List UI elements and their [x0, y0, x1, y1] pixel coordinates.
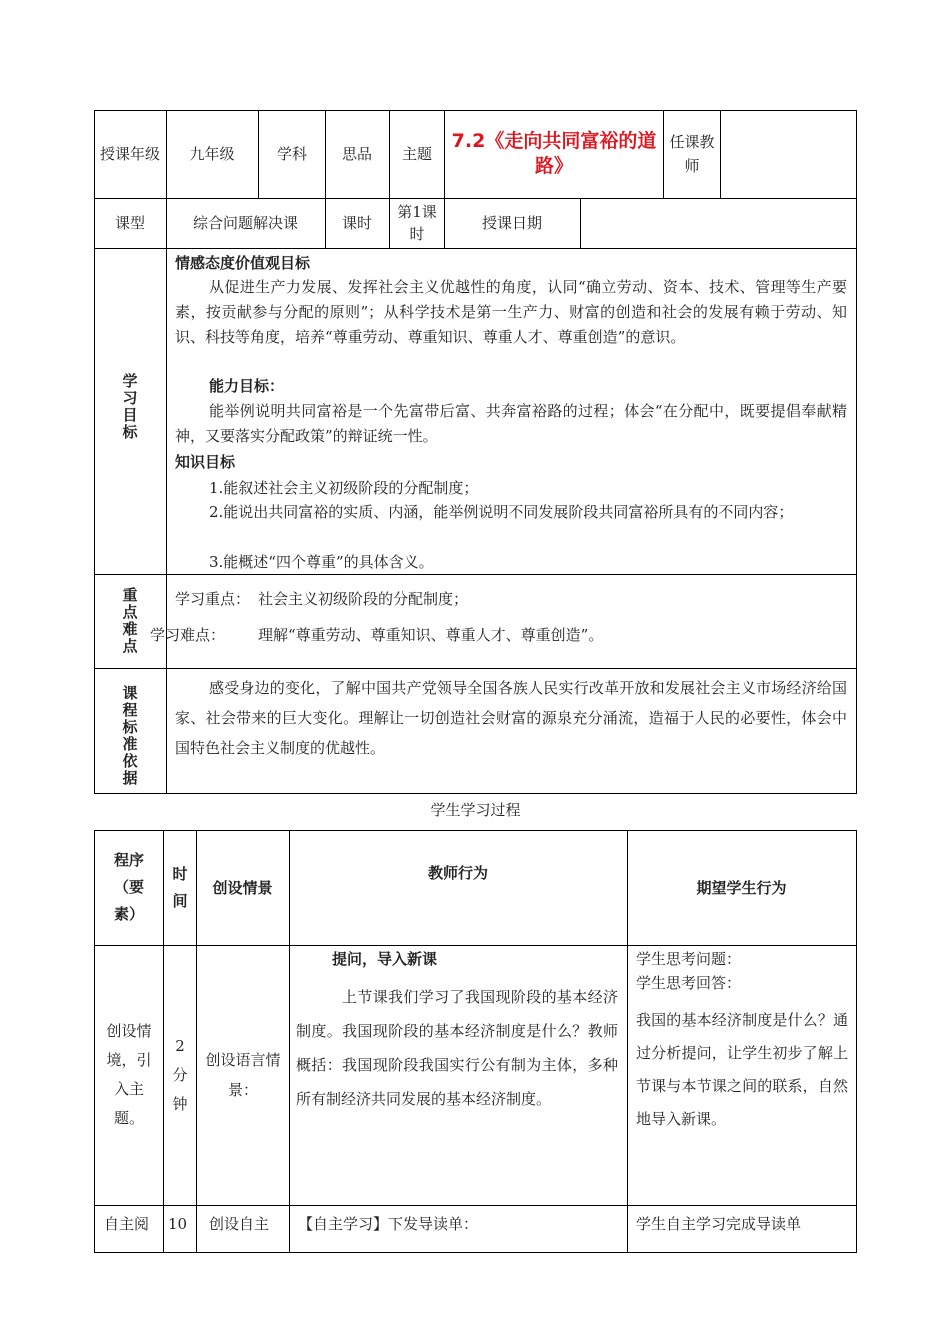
key-point-label: 学习重点： [175, 590, 251, 608]
key-points-label: 重点难点 [122, 586, 138, 655]
grade-label: 授课年级 [99, 145, 160, 163]
difficult-point-text: 理解“尊重劳动、尊重知识、尊重人才、尊重创造”。 [258, 626, 604, 644]
knowledge-heading: 知识目标 [175, 453, 236, 471]
process-title: 学生学习过程 [430, 801, 521, 819]
emotion-text: 从促进生产力发展、发挥社会主义优越性的角度，认同“确立劳动、资本、技术、管理等生产要素，按贡献参与分配的原则”；从科学技术是第一生产力、财富的创造和社会的发展有赖于劳动、知识、科技等角度，培养“尊重劳动、尊重知识、尊重人才、尊重创造”的意识。 [175, 278, 847, 346]
header-scenario: 创设情景 [212, 878, 273, 897]
header-teacher: 教师行为 [427, 863, 488, 882]
row1-teacher-text: 上节课我们学习了我国现阶段的基本经济制度。我国现阶段的基本经济制度是什么？教师概括：我国现阶段我国实行公有制为主体，多种所有制经济共同发展的基本经济制度。 [296, 988, 618, 1108]
difficult-point-label: 学习难点： [150, 626, 226, 644]
row1-student-line2: 学生思考回答： [636, 974, 742, 992]
type-label: 课型 [114, 214, 145, 232]
grade-value: 九年级 [189, 145, 235, 163]
ability-heading: 能力目标： [209, 377, 285, 395]
goals-label: 学习目标 [122, 372, 138, 441]
header-procedure: 程序（要素） [113, 851, 144, 923]
row1-procedure: 创设情境，引入主题。 [106, 1022, 152, 1127]
topic-title: 7.2《走向共同富裕的道路》 [451, 130, 657, 177]
row2-teacher-text: 【自主学习】下发导读单： [298, 1215, 479, 1233]
header-time: 时间 [172, 864, 188, 910]
header-student: 期望学生行为 [696, 878, 787, 897]
teacher-value [720, 110, 856, 198]
row1-teacher-heading: 提问，导入新课 [332, 950, 438, 968]
row1-scenario: 创设语言情景： [205, 1051, 281, 1099]
period-label: 课时 [341, 214, 372, 232]
row2-scenario: 创设自主 [209, 1215, 270, 1233]
standard-text: 感受身边的变化，了解中国共产党领导全国各族人民实行改革开放和发展社会主义市场经济给国家、社会带来的巨大变化。理解让一切创造社会财富的源泉充分涌流，造福于人民的必要性，体会中国特色社会主义制度的优越性。 [175, 679, 847, 757]
row1-student-line1: 学生思考问题： [636, 950, 742, 968]
knowledge-item-1: 1.能叙述社会主义初级阶段的分配制度； [209, 479, 479, 497]
knowledge-item-3: 3.能概述“四个尊重”的具体含义。 [209, 553, 434, 571]
row2-procedure: 自主阅 [104, 1215, 150, 1233]
row2-student-text: 学生自主学习完成导读单 [636, 1215, 802, 1233]
row1-time: 2分钟 [172, 1036, 188, 1113]
teacher-label: 任课教师 [669, 133, 715, 175]
period-value: 第1课时 [397, 203, 437, 243]
subject-value: 思品 [341, 145, 372, 163]
subject-label: 学科 [276, 145, 307, 163]
type-value: 综合问题解决课 [192, 214, 298, 232]
date-label: 授课日期 [481, 214, 542, 232]
knowledge-item-2: 2.能说出共同富裕的实质、内涵，能举例说明不同发展阶段共同富裕所具有的不同内容； [209, 503, 794, 521]
key-point-text: 社会主义初级阶段的分配制度； [258, 590, 469, 608]
ability-text: 能举例说明共同富裕是一个先富带后富、共奔富裕路的过程；体会“在分配中，既要提倡奉献精神，又要落实分配政策”的辩证统一性。 [175, 402, 847, 445]
date-value [580, 198, 856, 248]
standard-label: 课程标准依据 [122, 684, 138, 787]
row1-student-text: 我国的基本经济制度是什么？通过分析提问，让学生初步了解上节课与本节课之间的联系，自然地导入新课。 [636, 1011, 848, 1128]
row2-time: 10 [168, 1215, 188, 1233]
emotion-heading: 情感态度价值观目标 [175, 254, 311, 272]
topic-label: 主题 [401, 145, 432, 163]
